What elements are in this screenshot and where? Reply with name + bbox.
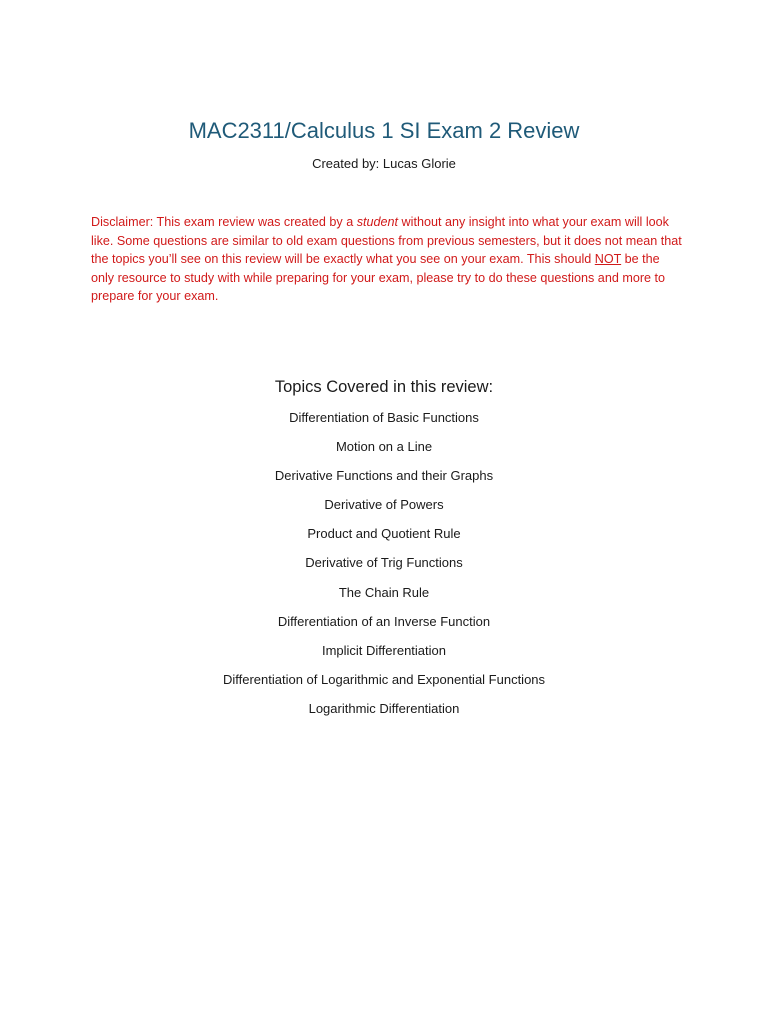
disclaimer-emphasis-student: student <box>356 215 399 229</box>
topic-item: Differentiation of Logarithmic and Exponential Functions <box>222 671 546 687</box>
topics-heading: Topics Covered in this review: <box>274 378 494 396</box>
topic-item: Differentiation of Basic Functions <box>289 410 479 425</box>
disclaimer-underline-not: NOT <box>594 252 622 266</box>
document-title: MAC2311/Calculus 1 SI Exam 2 Review <box>188 118 580 143</box>
topic-item: Product and Quotient Rule <box>307 526 461 542</box>
topic-item: Differentiation of an Inverse Function <box>277 613 491 629</box>
topics-list <box>0 408 768 728</box>
topic-item: Derivative of Trig Functions <box>305 555 463 571</box>
topic-item: Implicit Differentiation <box>321 642 447 658</box>
topic-item: The Chain Rule <box>338 584 430 600</box>
disclaimer-text-part2: without any insight into what your exam will look like. Some questions are similar to old exam questions from previous semesters, but it does not mean that the topics you’ll see on this review will be exactly what you see on your exam. This should <box>91 215 682 266</box>
topic-item: Motion on a Line <box>335 439 433 455</box>
disclaimer-paragraph <box>91 213 683 306</box>
disclaimer-text-part1: Disclaimer: This exam review was created by a <box>91 215 357 229</box>
disclaimer-text-part3: be the only resource to study with while preparing for your exam, please try to do these questions and more to prepare for your exam. <box>91 252 666 303</box>
topic-item: Derivative Functions and their Graphs <box>274 468 494 484</box>
topic-item: Derivative of Powers <box>324 497 444 513</box>
topic-item: Logarithmic Differentiation <box>308 700 460 716</box>
document-byline: Created by: Lucas Glorie <box>312 156 456 171</box>
